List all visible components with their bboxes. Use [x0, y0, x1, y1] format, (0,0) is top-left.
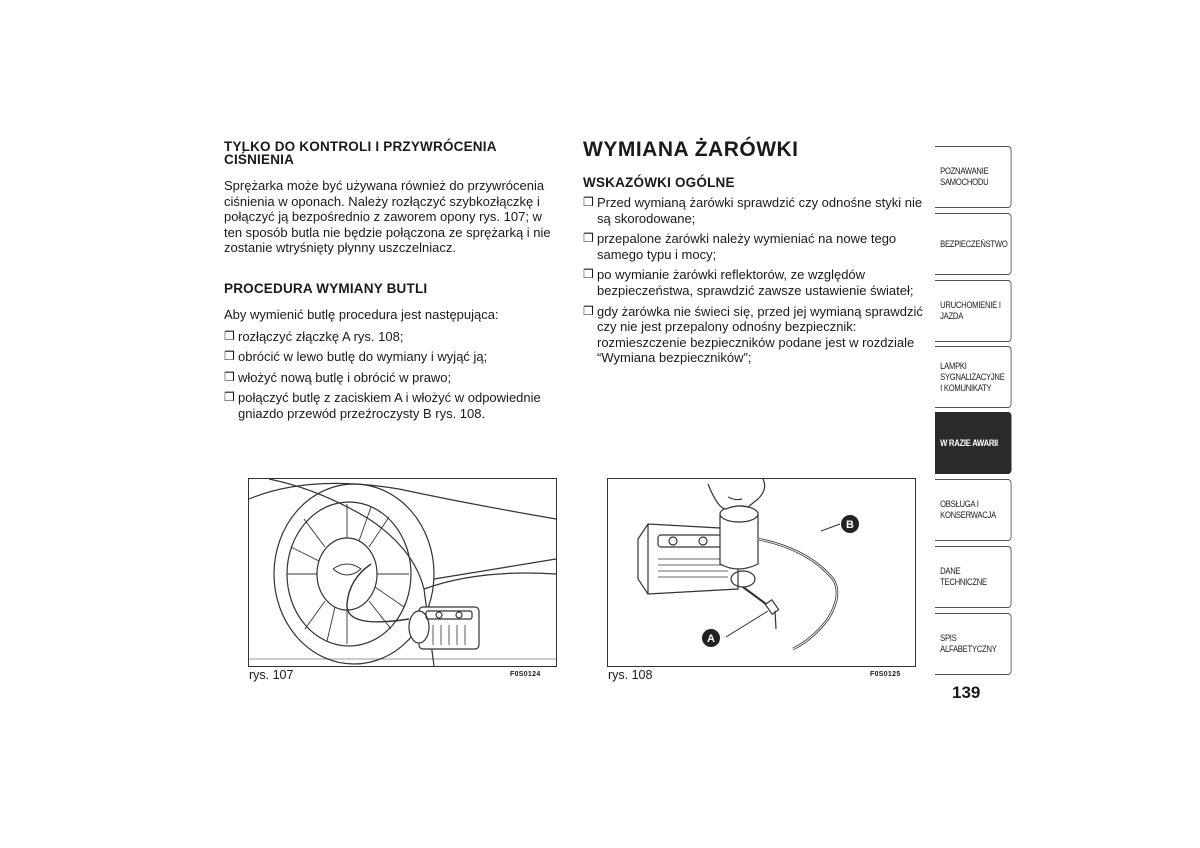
- figure-107-tyre-inflation-illustration: [248, 478, 557, 667]
- figure-107-caption: rys. 107: [249, 668, 294, 682]
- side-tab-label: BEZPIECZEŃSTWO: [940, 238, 1008, 249]
- section-heading-pressure: TYLKO DO KONTROLI I PRZYWRÓCENIA CIŚNIENIA: [224, 139, 497, 167]
- side-tab-dane-techniczne[interactable]: [935, 546, 1012, 608]
- left-column: [224, 140, 562, 427]
- figure-108-bottle-replacement-illustration: [607, 478, 916, 667]
- tips-list: [583, 195, 923, 366]
- checkbox-bullet-icon: ❒: [224, 349, 235, 364]
- side-tab-label: W RAZIE AWARII: [940, 437, 998, 448]
- checkbox-bullet-icon: ❒: [583, 231, 594, 246]
- section-heading-bottle-replacement: PROCEDURA WYMIANY BUTLI: [224, 280, 428, 296]
- callout-b-text: B: [846, 519, 854, 531]
- list-item: ❒ przepalone żarówki należy wymieniać na nowe tego samego typu i mocy;: [583, 231, 897, 262]
- tyre-compressor-drawing: [249, 479, 556, 666]
- page-number: 139: [952, 683, 981, 702]
- side-tab-poznawanie-samochodu[interactable]: [935, 146, 1012, 208]
- chapter-title: WYMIANA ŻARÓWKI: [583, 138, 799, 161]
- section-heading-general-tips: WSKAZÓWKI OGÓLNE: [583, 175, 735, 190]
- right-column: [583, 138, 923, 371]
- side-tab-label: POZNAWANIE SAMOCHODU: [940, 166, 989, 187]
- figure-107-code: F0S0124: [510, 671, 541, 678]
- list-item: ❒ obrócić w lewo butlę do wymiany i wyjąć ją;: [224, 349, 488, 365]
- side-tab-spis-alfabetyczny[interactable]: [935, 613, 1012, 675]
- list-item: ❒ po wymianie żarówki reflektorów, ze względów bezpieczeństwa, sprawdzić zawsze ustawienie świateł;: [583, 267, 914, 298]
- list-item: ❒ Przed wymianą żarówki sprawdzić czy odnośne styki nie są skorodowane;: [583, 195, 923, 226]
- side-tab-label: URUCHOMIENIE I JAZDA: [940, 300, 1001, 321]
- checkbox-bullet-icon: ❒: [224, 369, 235, 384]
- callout-label-b: [841, 515, 859, 533]
- figure-108-code: F0S0125: [870, 671, 901, 678]
- side-tab-obsluga-i-konserwacja[interactable]: [935, 479, 1012, 541]
- callout-label-a: [702, 629, 720, 647]
- paragraph-procedure-intro: Aby wymienić butlę procedura jest następująca:: [224, 306, 499, 322]
- checkbox-bullet-icon: ❒: [224, 390, 235, 405]
- side-tab-lampki-sygnalizacyjne[interactable]: [935, 346, 1012, 408]
- checkbox-bullet-icon: ❒: [224, 328, 235, 343]
- checkbox-bullet-icon: ❒: [583, 267, 594, 282]
- list-item: ❒ połączyć butlę z zaciskiem A i włożyć w odpowiednie gniazdo przewód przeźroczysty B rys. 108.: [224, 390, 541, 421]
- checkbox-bullet-icon: ❒: [583, 195, 594, 209]
- side-tab-label: LAMPKI SYGNALIZACYJNE I KOMUNIKATY: [940, 360, 1005, 393]
- callout-a-text: A: [707, 633, 715, 645]
- list-item: ❒ gdy żarówka nie świeci się, przed jej wymianą sprawdzić czy nie jest przepalony odnośny bezpiecznik: rozmieszczenie bezpieczników podane jest w rozdziale “Wymiana bezpieczników”;: [583, 303, 923, 366]
- list-item: ❒ rozłączyć złączkę A rys. 108;: [224, 328, 404, 344]
- figure-108-caption: rys. 108: [608, 668, 653, 682]
- list-item: ❒ włożyć nową butlę i obrócić w prawo;: [224, 369, 452, 385]
- side-tab-w-razie-awarii[interactable]: [935, 412, 1012, 474]
- procedure-list: [224, 329, 562, 422]
- side-tab-bezpieczenstwo[interactable]: [935, 213, 1012, 275]
- bottle-compressor-drawing: [608, 479, 915, 666]
- paragraph-pressure: Sprężarka może być używana również do przywrócenia ciśnienia w oponach. Należy rozłączyć szybkozłączkę i połączyć ją bezpośrednio z zaworem opony rys. 107; w ten sposób butla nie będzie połączona ze sprężarką i nie zostanie wtryśnięty płynny uszczelniacz.: [224, 178, 551, 256]
- side-tab-label: DANE TECHNICZNE: [940, 566, 987, 587]
- side-tab-uruchomienie-i-jazda[interactable]: [935, 280, 1012, 342]
- checkbox-bullet-icon: ❒: [583, 303, 594, 318]
- side-tab-label: SPIS ALFABETYCZNY: [940, 633, 997, 654]
- side-tab-label: OBSŁUGA I KONSERWACJA: [940, 499, 996, 520]
